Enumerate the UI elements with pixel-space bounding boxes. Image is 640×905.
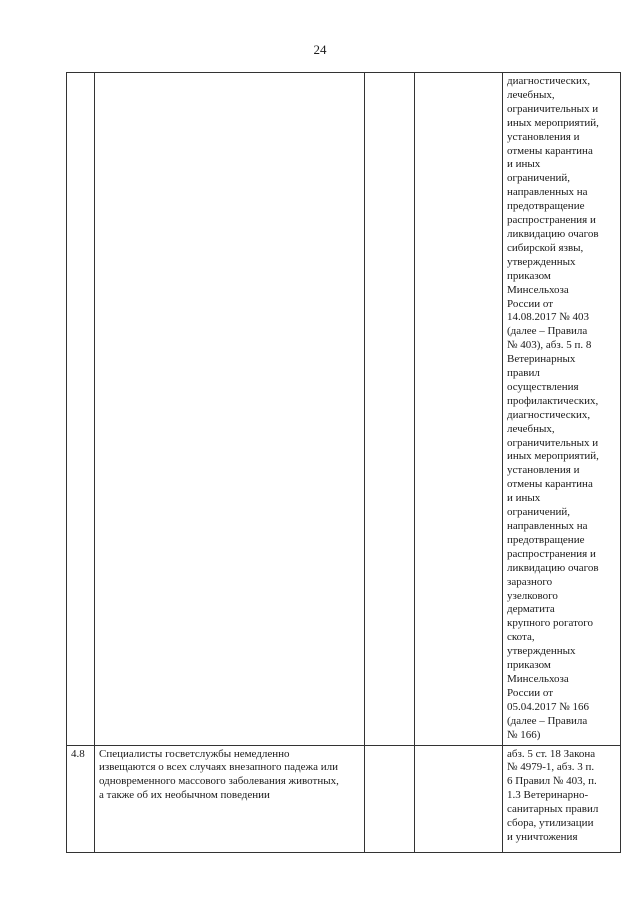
table-row: [67, 745, 621, 852]
legal-reference-cell: абз. 5 ст. 18 Закона № 4979-1, абз. 3 п. 6 Правил № 403, п. 1.3 Ветеринарно- санитарных правил сбора, утилизации и уничтожения: [503, 745, 621, 852]
answer-cell: [365, 73, 415, 746]
answer-cell: [415, 73, 503, 746]
item-number-cell: 4.8: [67, 745, 95, 852]
answer-cell: [365, 745, 415, 852]
answer-cell: [415, 745, 503, 852]
legal-reference-cell: диагностических, лечебных, ограничительных и иных мероприятий, установления и отмены карантина и иных ограничений, направленных на предотвращение распространения и ликвидацию очагов сибирской язвы, утвержденных приказом Минсельхоза России от 14.08.2017 № 403 (далее – Правила № 403), абз. 5 п. 8 Ветеринарных правил осуществления профилактических, диагностических, лечебных, ограничительных и иных мероприятий, установления и отмены карантина и иных ограничений, направленных на предотвращение распространения и ликвидацию очагов заразного узелкового дерматита крупного рогатого скота, утвержденных приказом Минсельхоза России от 05.04.2017 № 166 (далее – Правила № 166): [503, 73, 621, 746]
requirement-cell: Специалисты госветслужбы немедленно извещаются о всех случаях внезапного падежа или одновременного массового заболевания животных, а также об их необычном поведении: [95, 745, 365, 852]
requirements-table: [66, 72, 621, 853]
item-number-cell: [67, 73, 95, 746]
page-number: 24: [313, 42, 327, 57]
table-row: [67, 73, 621, 746]
requirement-cell: [95, 73, 365, 746]
